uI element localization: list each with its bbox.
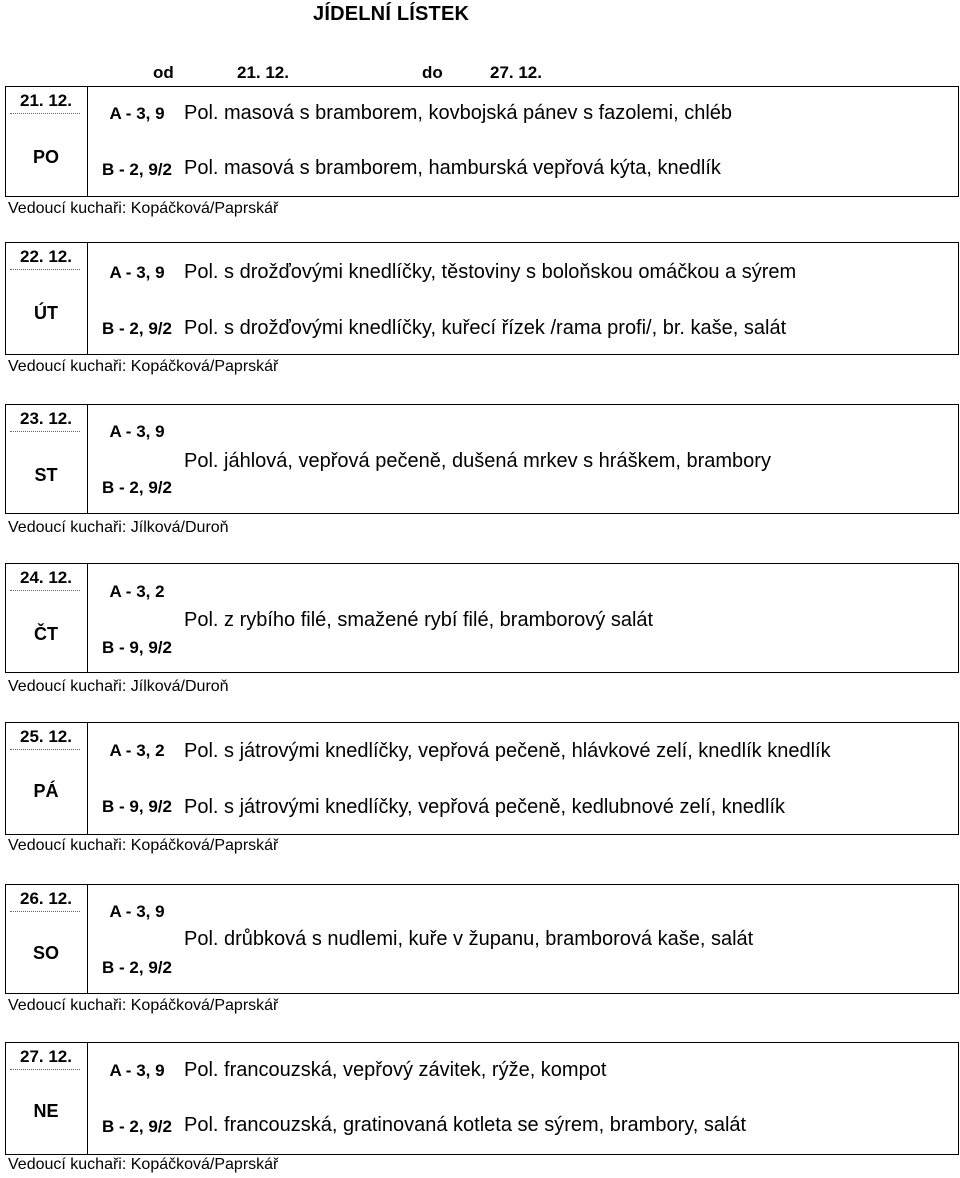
diet-cell xyxy=(87,885,187,993)
meal-a-pa: Pol. s játrovými knedlíčky, vepřová pečeně, hlávkové zelí, knedlík knedlík xyxy=(184,740,831,762)
date-divider xyxy=(10,1069,80,1070)
meal-a-po: Pol. masová s bramborem, kovbojská pánev s fazolemi, chléb xyxy=(184,102,733,124)
diet-cell xyxy=(87,405,187,513)
diet-b: B - 2, 9/2 xyxy=(102,160,172,179)
chef-line-pa: Vedoucí kuchaři: Kopáčková/Paprskář xyxy=(8,837,279,854)
period-to-date: 27. 12. xyxy=(490,63,542,82)
diet-b: B - 9, 9/2 xyxy=(102,638,172,657)
date-divider xyxy=(10,749,80,750)
period-from-label: od xyxy=(153,63,174,82)
date-cell xyxy=(6,564,88,672)
chef-line-ct: Vedoucí kuchaři: Jílková/Duroň xyxy=(8,678,229,695)
diet-a: A - 3, 2 xyxy=(109,582,165,601)
day-of-week: PÁ xyxy=(33,781,59,801)
day-of-week: SO xyxy=(32,943,59,963)
date-cell xyxy=(6,1043,88,1154)
meal-b-pa: Pol. s játrovými knedlíčky, vepřová pečeně, kedlubnové zelí, knedlík xyxy=(184,796,786,818)
diet-a: A - 3, 9 xyxy=(109,263,165,282)
meal-ct: Pol. z rybího filé, smažené rybí filé, bramborový salát xyxy=(184,609,654,631)
diet-b: B - 2, 9/2 xyxy=(102,319,172,338)
meal-b-po: Pol. masová s bramborem, hamburská vepřová kýta, knedlík xyxy=(184,157,721,179)
day-date: 27. 12. xyxy=(20,1047,72,1066)
diet-a: A - 3, 9 xyxy=(109,1061,165,1080)
page-title: JÍDELNÍ LÍSTEK xyxy=(313,3,470,25)
date-cell xyxy=(6,723,88,834)
diet-b: B - 2, 9/2 xyxy=(102,958,172,977)
day-date: 25. 12. xyxy=(20,727,72,746)
diet-cell xyxy=(87,1043,187,1154)
day-date: 23. 12. xyxy=(20,409,72,428)
chef-line-ut: Vedoucí kuchaři: Kopáčková/Paprskář xyxy=(8,358,279,375)
period-from-date: 21. 12. xyxy=(237,63,289,82)
meal-a-ut: Pol. s drožďovými knedlíčky, těstoviny s boloňskou omáčkou a sýrem xyxy=(184,261,797,283)
day-date: 22. 12. xyxy=(20,247,72,266)
date-cell xyxy=(6,243,88,354)
diet-cell xyxy=(87,87,187,196)
date-cell xyxy=(6,405,88,513)
diet-a: A - 3, 9 xyxy=(109,104,165,123)
chef-line-po: Vedoucí kuchaři: Kopáčková/Paprskář xyxy=(8,200,279,217)
chef-line-so: Vedoucí kuchaři: Kopáčková/Paprskář xyxy=(8,997,279,1014)
day-date: 24. 12. xyxy=(20,568,72,587)
day-of-week: NE xyxy=(33,1101,59,1121)
day-date: 21. 12. xyxy=(20,91,72,110)
meal-a-ne: Pol. francouzská, vepřový závitek, rýže, kompot xyxy=(184,1059,607,1081)
diet-b: B - 9, 9/2 xyxy=(102,797,172,816)
meal-b-ne: Pol. francouzská, gratinovaná kotleta se sýrem, brambory, salát xyxy=(184,1114,747,1136)
day-of-week: ST xyxy=(34,465,58,485)
diet-a: A - 3, 2 xyxy=(109,741,165,760)
day-of-week: ÚT xyxy=(34,303,58,323)
diet-cell xyxy=(87,243,187,354)
date-divider xyxy=(10,590,80,591)
period-to-label: do xyxy=(422,63,443,82)
chef-line-st: Vedoucí kuchaři: Jílková/Duroň xyxy=(8,519,229,536)
diet-a: A - 3, 9 xyxy=(109,422,165,441)
date-divider xyxy=(10,113,80,114)
meal-b-ut: Pol. s drožďovými knedlíčky, kuřecí řízek /rama profi/, br. kaše, salát xyxy=(184,317,787,339)
chef-line-ne: Vedoucí kuchaři: Kopáčková/Paprskář xyxy=(8,1156,279,1173)
day-of-week: PO xyxy=(32,147,59,167)
day-of-week: ČT xyxy=(34,624,58,644)
date-divider xyxy=(10,269,80,270)
day-date: 26. 12. xyxy=(20,889,72,908)
date-divider xyxy=(10,911,80,912)
diet-a: A - 3, 9 xyxy=(109,902,165,921)
date-divider xyxy=(10,431,80,432)
date-cell xyxy=(6,87,88,196)
meal-st: Pol. jáhlová, vepřová pečeně, dušená mrkev s hráškem, brambory xyxy=(184,450,771,472)
diet-b: B - 2, 9/2 xyxy=(102,1117,172,1136)
diet-b: B - 2, 9/2 xyxy=(102,478,172,497)
meal-so: Pol. drůbková s nudlemi, kuře v županu, bramborová kaše, salát xyxy=(184,928,754,950)
diet-cell xyxy=(87,564,187,672)
date-cell xyxy=(6,885,88,993)
diet-cell xyxy=(87,723,187,834)
